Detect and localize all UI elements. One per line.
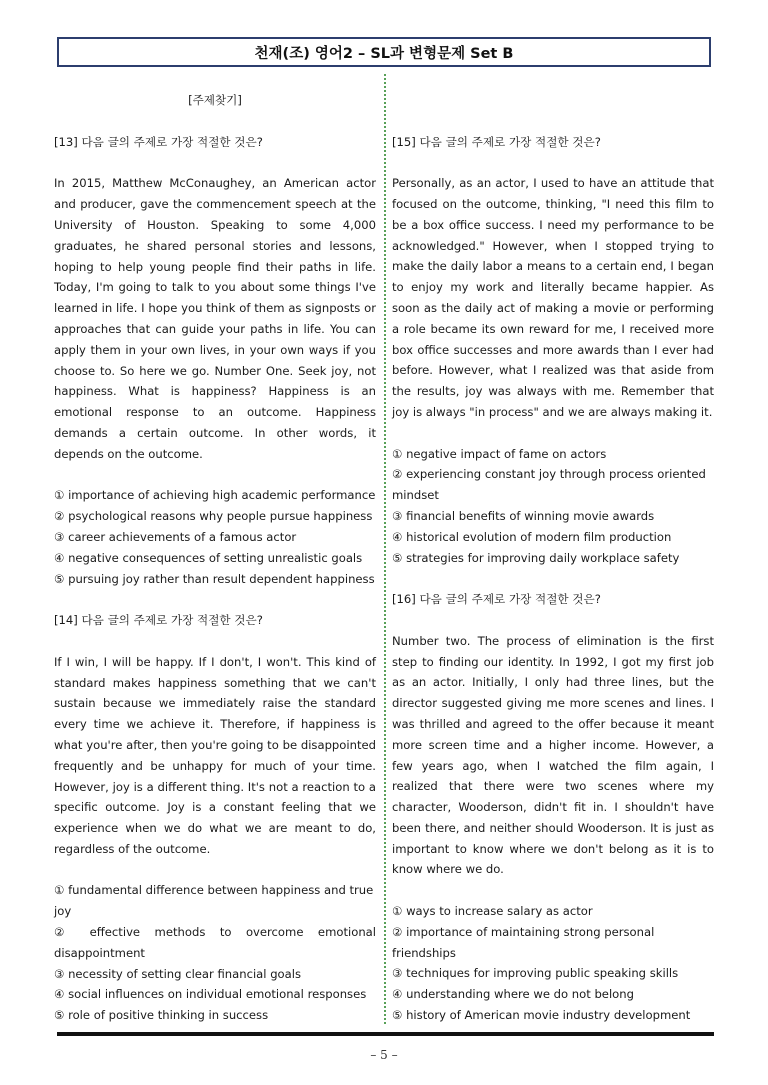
question-number: [14] 다음 글의 주제로 가장 적절한 것은?	[54, 613, 263, 628]
answer-option-3[interactable]: ③ necessity of setting clear financial goals	[54, 966, 302, 981]
answer-option-4[interactable]: ④ negative consequences of setting unrealistic goals	[54, 550, 363, 565]
answer-options	[54, 485, 376, 589]
answer-option-2[interactable]: ② psychological reasons why people pursue happiness	[54, 509, 373, 524]
question-passage: Personally, as an actor, I used to have an attitude that focused on the outcome, thinking, "I need this film to be a box office success. I need my performance to be acknowledged." However, when I stopped trying to make the daily labor a means to a certain end, I began to enjoy my work and literally became happier. As soon as the daily act of making a movie or performing a role became its own reward for me, I received more box office successes and more awards than I ever had before. However, what I realized was that aside from the results, joy was always with me. Remember that joy is always "in process" and we are always making it.	[392, 176, 714, 419]
header-title: 천재(조) 영어2 – SL과 변형문제 Set B	[254, 45, 514, 62]
answer-option-5[interactable]: ⑤ strategies for improving daily workplace safety	[392, 550, 680, 565]
answer-option-4[interactable]: ④ historical evolution of modern film production	[392, 529, 672, 544]
answer-options	[54, 880, 376, 1026]
question-passage: If I win, I will be happy. If I don't, I won't. This kind of standard makes happiness something that we can't sustain because we immediately raise the standard every time we achieve it. Therefore, if happiness is what you're after, then you're going to be disappointed frequently and be unhappy for much of your time. However, joy is a different thing. It's not a reaction to a specific outcome. Joy is a constant feeling that we experience when we do what we are meant to do, regardless of the outcome.	[54, 654, 376, 856]
answer-option-2[interactable]: ② experiencing constant joy through process oriented mindset	[392, 467, 706, 503]
footer-rule	[57, 1032, 714, 1036]
answer-option-3[interactable]: ③ financial benefits of winning movie awards	[392, 508, 655, 523]
answer-option-1[interactable]: ① ways to increase salary as actor	[392, 904, 593, 919]
question-number: [15] 다음 글의 주제로 가장 적절한 것은?	[392, 134, 601, 149]
column-divider	[384, 74, 386, 1024]
section-title: [주제찾기]	[188, 93, 242, 107]
question-16	[392, 589, 714, 1026]
question-number: [13] 다음 글의 주제로 가장 적절한 것은?	[54, 134, 263, 149]
answer-option-5[interactable]: ⑤ history of American movie industry development	[392, 1008, 691, 1023]
question-14	[54, 610, 376, 1026]
question-13	[54, 132, 376, 590]
answer-option-2[interactable]: ② effective methods to overcome emotional disappointment	[54, 925, 376, 960]
answer-option-3[interactable]: ③ techniques for improving public speaking skills	[392, 966, 679, 981]
answer-option-3[interactable]: ③ career achievements of a famous actor	[54, 529, 297, 544]
page-number: – 5 –	[370, 1048, 398, 1062]
question-15	[392, 132, 714, 569]
question-passage: In 2015, Matthew McConaughey, an American actor and producer, gave the commencement speech at the University of Houston. Speaking to some 4,000 graduates, he shared personal stories and lessons, hoping to help young people find their paths in life. Today, I'm going to talk to you about some things I've learned in life. I hope you think of them as signposts or approaches that can guide your paths in life. You can apply them in your own lives, in your own ways if you choose to. So here we go. Number One. Seek joy, not happiness. What is happiness? Happiness is an emotional response to an outcome. Happiness demands a certain outcome. In other words, it depends on the outcome.	[54, 176, 376, 461]
answer-option-1[interactable]: ① negative impact of fame on actors	[392, 446, 607, 461]
right-column	[392, 90, 714, 1047]
left-column	[54, 90, 376, 1047]
answer-option-5[interactable]: ⑤ role of positive thinking in success	[54, 1008, 269, 1023]
answer-option-1[interactable]: ① fundamental difference between happiness and true joy	[54, 883, 374, 919]
document-header	[57, 37, 711, 67]
answer-option-2[interactable]: ② importance of maintaining strong personal friendships	[392, 924, 655, 960]
answer-option-5[interactable]: ⑤ pursuing joy rather than result dependent happiness	[54, 571, 375, 586]
answer-option-4[interactable]: ④ understanding where we do not belong	[392, 987, 634, 1002]
answer-option-4[interactable]: ④ social influences on individual emotional responses	[54, 987, 367, 1002]
answer-options	[392, 444, 714, 569]
answer-options	[392, 901, 714, 1026]
question-number: [16] 다음 글의 주제로 가장 적절한 것은?	[392, 592, 601, 607]
question-passage: Number two. The process of elimination is the first step to finding our identity. In 1992, I got my first job as an actor. Initially, I only had three lines, but the director suggested giving me more scenes and lines. I was thrilled and agreed to the offer because it meant more screen time and a higher income. However, a few years ago, when I watched the film again, I realized that there were two scenes where my character, Wooderson, didn't fit in. I shouldn't have been there, and neither should Wooderson. It is just as important to know where we don't belong as it is to know where we do.	[392, 633, 714, 877]
answer-option-1[interactable]: ① importance of achieving high academic performance	[54, 488, 376, 503]
